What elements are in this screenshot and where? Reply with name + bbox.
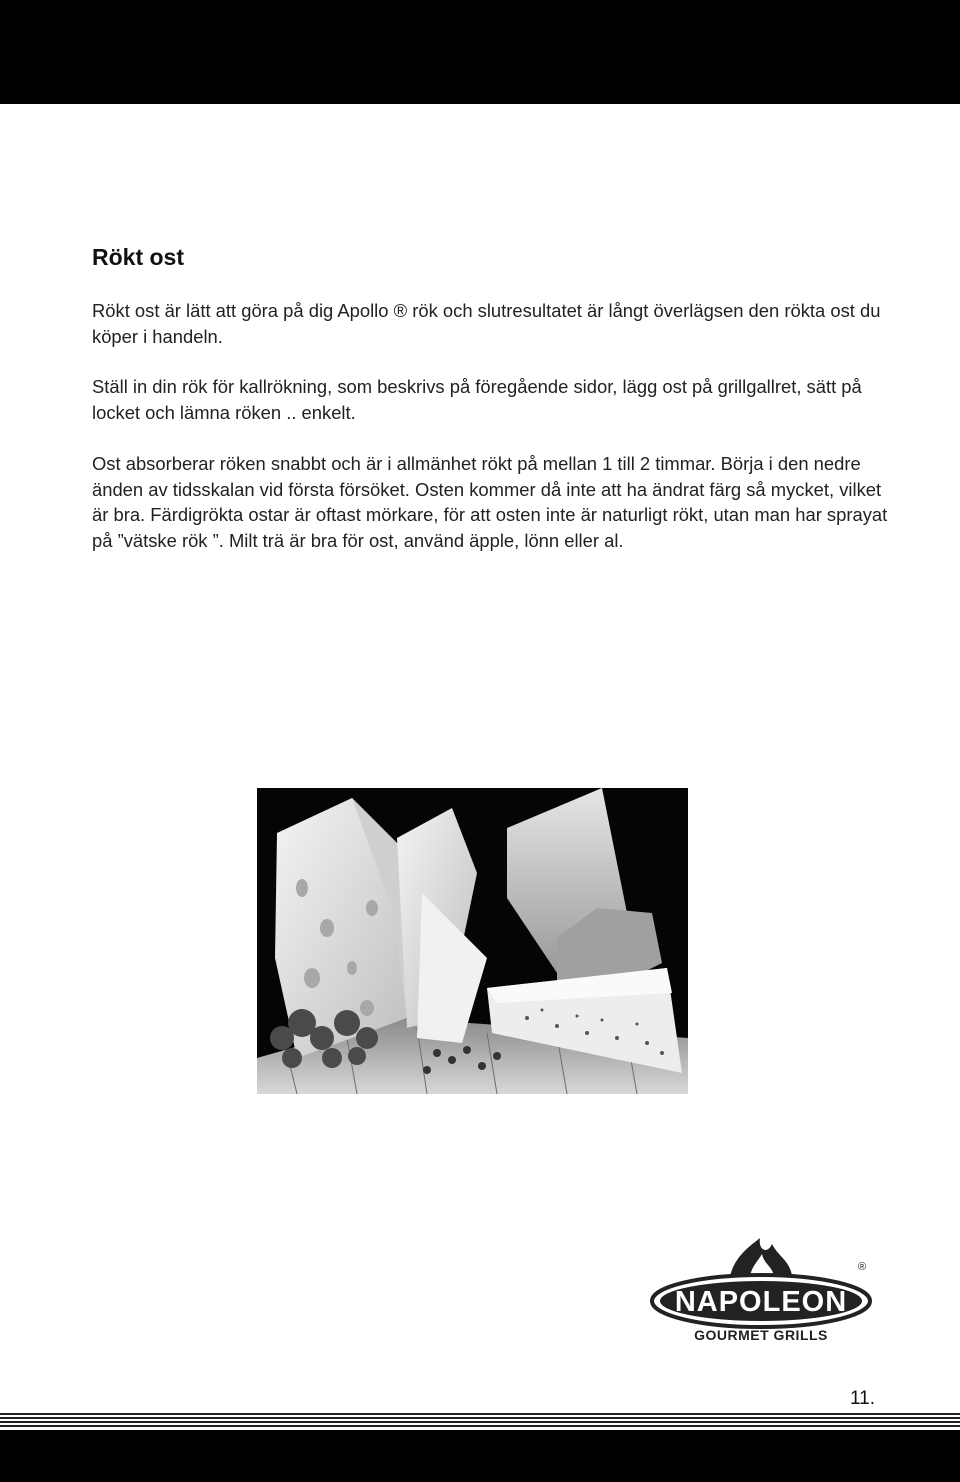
- header-bar: [0, 0, 960, 104]
- cheese-photo: [257, 788, 688, 1094]
- logo-tagline: GOURMET GRILLS: [694, 1327, 828, 1343]
- paragraph-smoking-time: Ost absorberar röken snabbt och är i allmänhet rökt på mellan 1 till 2 timmar. Börja i den nedre änden av tidsskalan vid första försöket. Osten kommer då inte att ha ändrat färg så mycket, vilket är bra. Färdigrökta ostar är oftast mörkare, för att osten inte är naturligt rökt, utan man har sprayat på ”vätske rök ”. Milt trä är bra för ost, använd äpple, lönn eller al.: [92, 453, 888, 551]
- paragraph-intro: Rökt ost är lätt att göra på dig Apollo ® rök och slutresultatet är långt överlägsen den rökta ost du köper i handeln.: [92, 300, 881, 347]
- paragraph-setup: Ställ in din rök för kallrökning, som beskrivs på föregående sidor, lägg ost på grillgallret, sätt på locket och lämna röken .. enkelt.: [92, 376, 862, 423]
- footer-stripes: [0, 1413, 960, 1427]
- page-title: Rökt ost: [92, 244, 184, 270]
- footer-bar: [0, 1430, 960, 1482]
- registered-mark: ®: [858, 1261, 867, 1273]
- napoleon-flame-emblem: [650, 1236, 872, 1348]
- napoleon-logo: [650, 1236, 872, 1348]
- page-number: 11.: [850, 1388, 876, 1409]
- cheese-illustration: [257, 788, 688, 1094]
- logo-brand-text: NAPOLEON: [674, 1286, 848, 1318]
